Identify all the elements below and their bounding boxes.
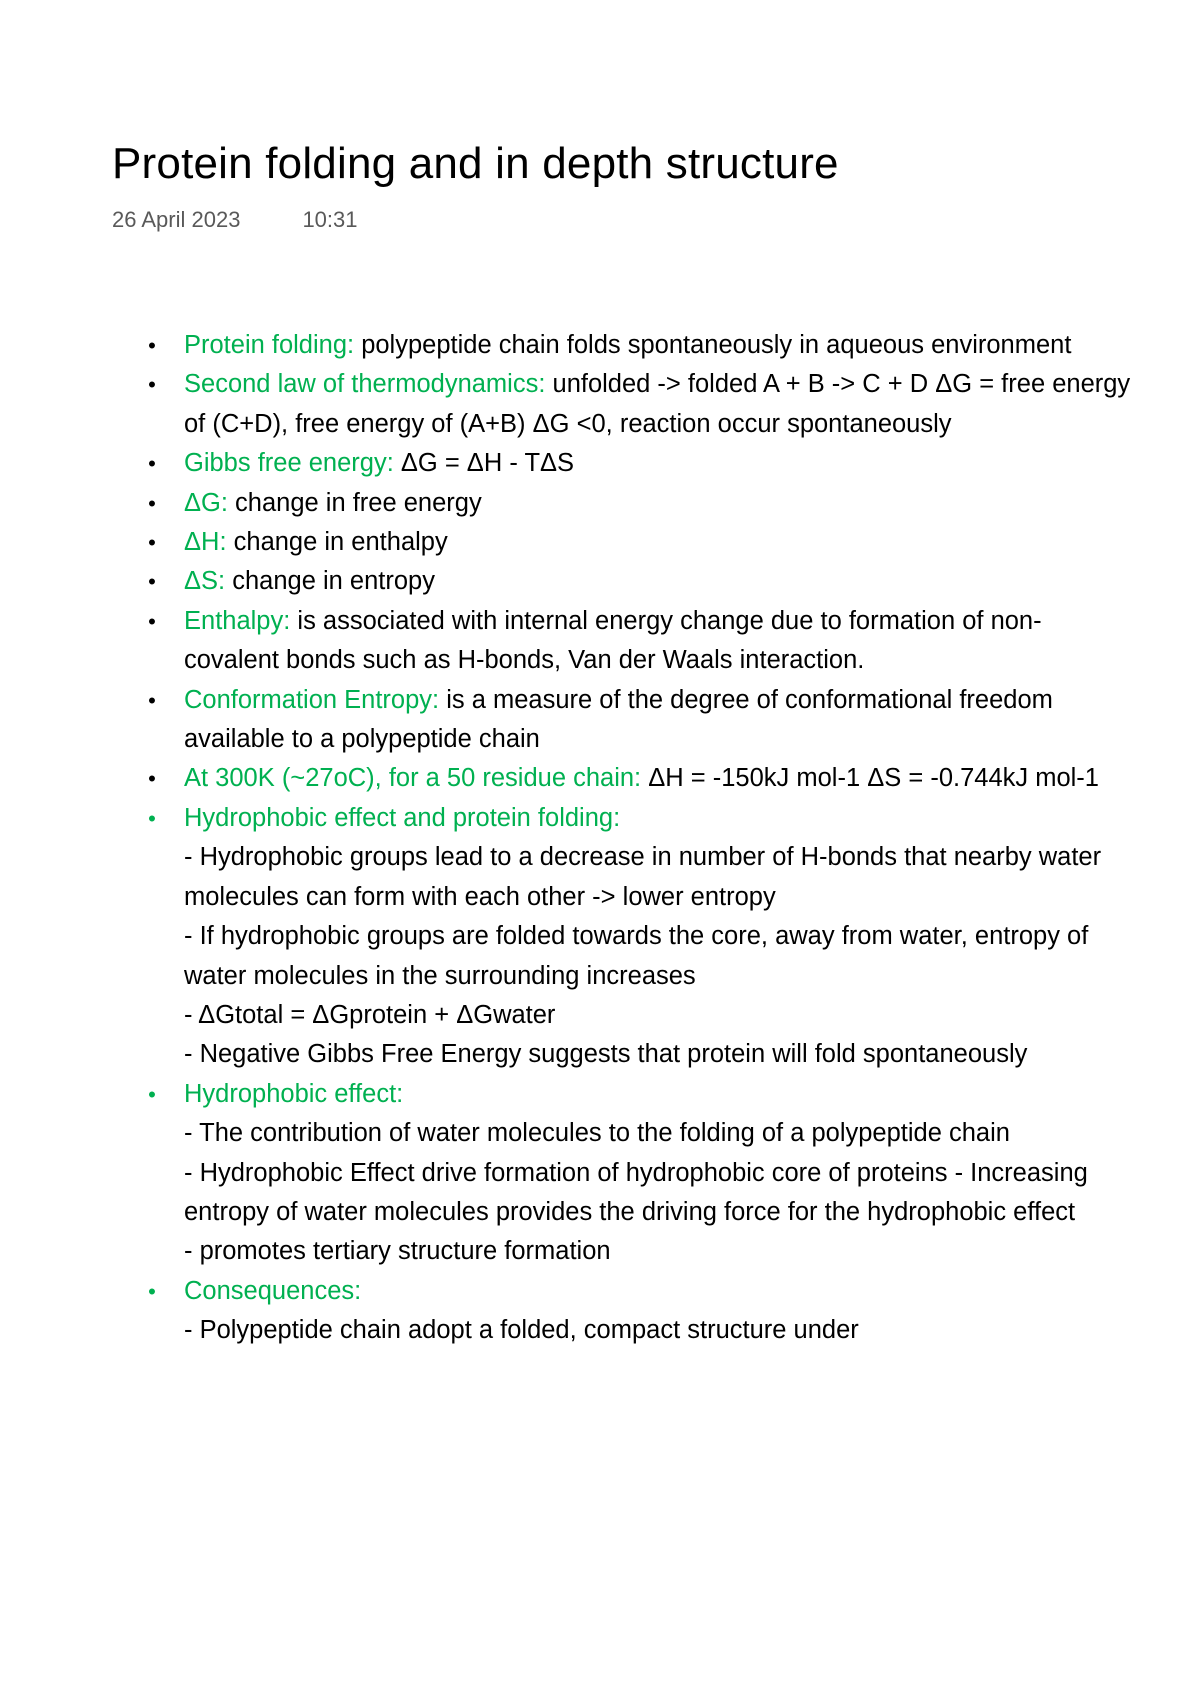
section-line: - Polypeptide chain adopt a folded, compact structure under <box>184 1316 859 1345</box>
term-definition: unfolded -> folded A + B -> C + D ΔG = free energy of (C+D), free energy of (A+B) ΔG <0, reaction occur spontaneously <box>184 370 1131 438</box>
bullet-icon: • <box>148 687 156 713</box>
list-item <box>142 562 1142 601</box>
bullet-icon: • <box>148 372 156 398</box>
term-label: ΔH: <box>184 528 227 557</box>
note-date: 26 April 2023 <box>112 207 241 232</box>
bullet-icon: • <box>148 766 156 792</box>
term-definition: is associated with internal energy change due to formation of non- covalent bonds such as H-bonds, Van der Waals interaction. <box>184 606 1042 675</box>
term-label: Conformation Entropy: <box>184 685 440 714</box>
list-item <box>142 1075 1142 1272</box>
term-definition: change in free energy <box>227 488 482 517</box>
list-item <box>142 326 1142 365</box>
bullet-icon: • <box>148 805 156 831</box>
term-definition: ΔG = ΔH - TΔS <box>393 449 575 478</box>
note-time: 10:31 <box>302 207 358 232</box>
notes-list <box>142 326 1142 1351</box>
list-item <box>142 759 1142 798</box>
list-item <box>142 444 1142 483</box>
list-item <box>142 1272 1142 1351</box>
bullet-icon: • <box>148 451 156 477</box>
list-item <box>142 799 1142 1075</box>
term-definition: is a measure of the degree of conformational freedom available to a polypeptide chain <box>184 685 1053 754</box>
section-line: - promotes tertiary structure formation <box>184 1237 611 1266</box>
term-label: Second law of thermodynamics: <box>184 370 546 399</box>
term-label: Enthalpy: <box>184 606 291 635</box>
section-line: - The contribution of water molecules to the folding of a polypeptide chain <box>184 1119 1010 1148</box>
section-line: - Negative Gibbs Free Energy suggests that protein will fold spontaneously <box>184 1040 1028 1069</box>
term-label: Gibbs free energy: <box>184 449 394 478</box>
term-definition: change in enthalpy <box>226 528 448 557</box>
list-item <box>142 523 1142 562</box>
term-definition: polypeptide chain folds spontaneously in aqueous environment <box>354 331 1072 359</box>
term-definition: change in entropy <box>225 567 435 596</box>
bullet-icon: • <box>148 1081 156 1107</box>
term-label: ΔG: <box>184 488 228 517</box>
term-definition: ΔH = -150kJ mol-1 ΔS = -0.744kJ mol-1 <box>641 764 1099 793</box>
section-line: - ΔGtotal = ΔGprotein + ΔGwater <box>184 1000 556 1029</box>
bullet-icon: • <box>148 1278 156 1304</box>
list-item <box>142 602 1142 681</box>
list-item <box>142 681 1142 760</box>
bullet-icon: • <box>148 569 156 595</box>
term-label: Protein folding: <box>184 331 355 359</box>
page-meta <box>112 205 358 235</box>
section-heading: Hydrophobic effect: <box>184 1079 404 1108</box>
list-item <box>142 484 1142 523</box>
section-heading: Consequences: <box>184 1276 362 1305</box>
page-title: Protein folding and in depth structure <box>112 139 839 188</box>
bullet-icon: • <box>148 608 156 634</box>
term-label: ΔS: <box>184 567 226 596</box>
section-line: - Hydrophobic Effect drive formation of hydrophobic core of proteins - Increasing entropy of water molecules provides the driving force for the hydrophobic effect <box>184 1158 1088 1226</box>
section-heading: Hydrophobic effect and protein folding: <box>184 803 621 832</box>
bullet-icon: • <box>148 490 156 516</box>
section-line: - Hydrophobic groups lead to a decrease in number of H-bonds that nearby water molecules can form with each other -> lower entropy <box>184 843 1102 911</box>
list-item <box>142 365 1142 444</box>
term-label: At 300K (~27oC), for a 50 residue chain: <box>184 764 642 793</box>
bullet-icon: • <box>148 530 156 556</box>
section-line: - If hydrophobic groups are folded towards the core, away from water, entropy of water molecules in the surrounding increases <box>184 922 1089 990</box>
bullet-icon: • <box>148 333 156 358</box>
